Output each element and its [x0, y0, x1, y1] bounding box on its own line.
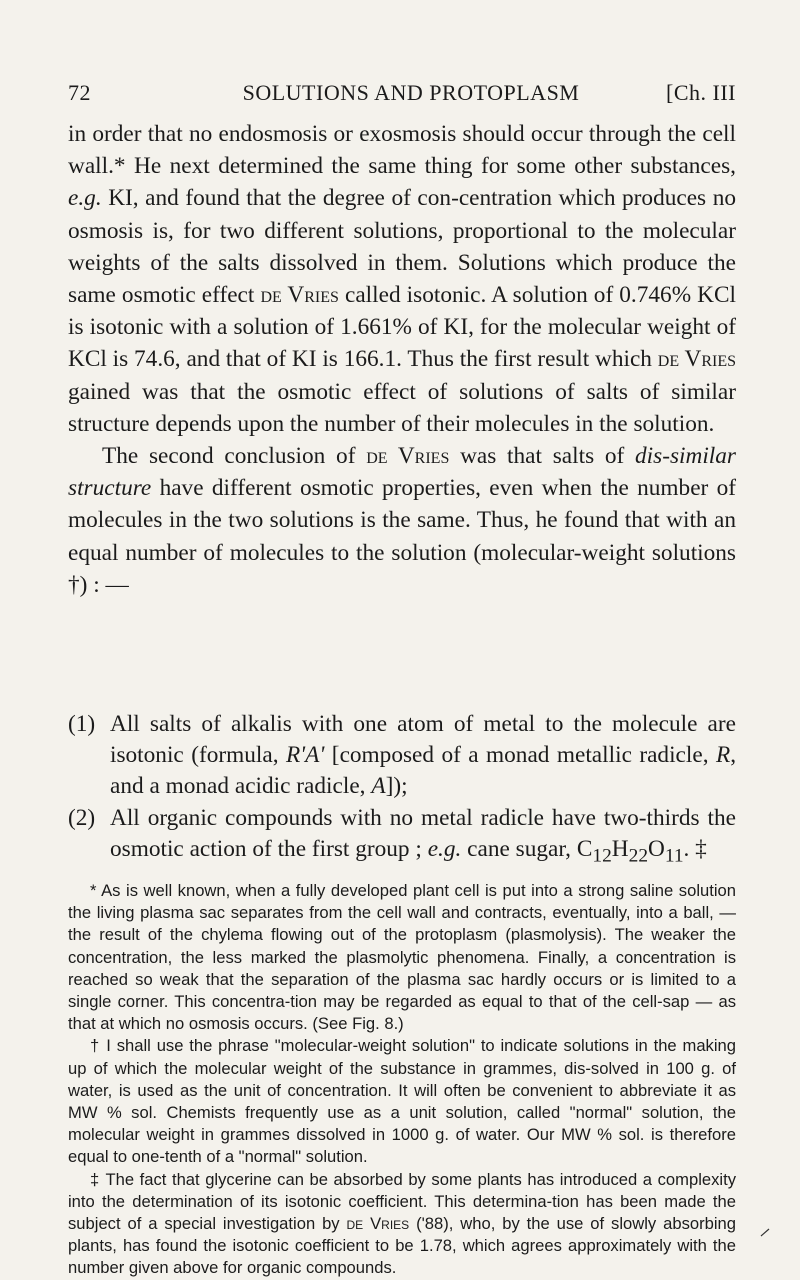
footnote-1: * As is well known, when a fully developed plant cell is put into a strong saline solution the living plasma sac separates from the cell wall and contracts, eventually, into a ball, — the result of the chylema flowing out of the protoplasm (plasmolysis). The weaker the concentration, the less marked the plasmolytic phenomena. Finally, a concentration is reached so weak that the separation of the plasma sac hardly occurs or is limited to a single corner. This concentra-tion may be regarded as equal to that of the cell-sap — as that at which no osmosis occurs. (See Fig. 8.) — [68, 881, 736, 1034]
text-run: [composed of a monad metallic radicle, — [324, 742, 716, 768]
text-run: . ‡ — [683, 836, 707, 862]
text-run: All salts of alkalis with one atom of metal to the molecule are isotonic (formula, — [110, 711, 736, 768]
list-item — [68, 803, 736, 872]
text-run: , and a monad acidic radicle, — [110, 742, 737, 799]
text-run: ‡ The fact that glycerine can be absorbed by some plants has introduced a complexity into the determination of its isotonic coefficient. This determina-tion has been made the subject of a special investigation by — [68, 1169, 736, 1234]
symbol: R — [715, 742, 731, 768]
text-run: ('88), who, by the use of slowly absorbing plants, has found the isotonic coefficient to be 1.78, which agrees approximately with the number given above for organic compounds. — [68, 1214, 737, 1278]
text-run: O — [648, 836, 665, 862]
page-mark-icon — [760, 1228, 770, 1238]
subscript: 11 — [664, 845, 684, 867]
paragraph-1 — [68, 118, 736, 440]
symbol: A — [371, 773, 386, 799]
running-title: SOLUTIONS AND PROTOPLASM — [242, 80, 580, 105]
subscript: 12 — [592, 845, 612, 867]
text-run: The second conclusion of — [102, 443, 367, 470]
list-label: (2) — [68, 805, 96, 831]
paragraph-2 — [68, 440, 736, 601]
formula: R'A' — [285, 742, 325, 768]
author-name: de Vries — [657, 346, 736, 373]
text-run: gained was that the osmotic effect of solutions of salts of similar structure depends upon the number of their molecules in the solution. — [68, 378, 736, 437]
page-number: 72 — [68, 80, 91, 105]
footnote-3 — [68, 1169, 736, 1280]
list-item — [68, 709, 736, 802]
text-run: H — [611, 836, 629, 862]
text-run-italic: dis-similar structure — [68, 443, 736, 502]
text-run: KI, and found that the degree of con-centration which produces no osmosis is, for two different solutions, proportional to the molecular weights of the salts dissolved in them. Solutions which produce the same osmotic effect — [68, 185, 736, 309]
author-name: de Vries — [366, 443, 450, 470]
text-run: All organic compounds with no metal radicle have two-thirds the osmotic action of the first group ; — [110, 805, 736, 862]
numbered-list — [68, 709, 736, 873]
list-label: (1) — [68, 711, 96, 737]
text-run-italic: e.g. — [427, 836, 462, 862]
chapter-marker: [Ch. III — [666, 80, 736, 105]
text-run: in order that no endosmosis or exosmosis should occur through the cell wall.* He next determined the same thing for some other substances, — [68, 121, 736, 180]
running-header — [68, 80, 736, 112]
footnotes — [68, 880, 736, 1280]
main-text — [68, 118, 736, 601]
text-run: cane sugar, C — [461, 836, 593, 862]
footnote-2: † I shall use the phrase "molecular-weight solution" to indicate solutions in the making up of which the molecular weight of the substance in grammes, dis-solved in 100 g. of water, is used as the unit of concentration. It will often be convenient to abbreviate it as MW % sol. Chemists frequently use as a unit solution, called "normal" solution, the molecular weight in grammes dissolved in 1000 g. of water. Our MW % sol. is therefore equal to one-tenth of a "normal" solution. — [68, 1036, 736, 1167]
subscript: 22 — [628, 845, 649, 867]
author-name: de Vries — [346, 1214, 410, 1234]
text-run: was that salts of — [449, 443, 636, 470]
text-run: ]); — [385, 773, 408, 799]
text-run: called isotonic. A solution of 0.746% KCl is isotonic with a solution of 1.661% of KI, for the molecular weight of KCl is 74.6, and that of KI is 166.1. Thus the first result which — [68, 282, 736, 373]
text-run-italic: e.g. — [68, 185, 102, 212]
text-run: have different osmotic properties, even when the number of molecules in the two solutions is the same. Thus, he found that with an equal number of molecules to the solution (molecular-weight solutions †) : — — [68, 475, 736, 598]
author-name: de Vries — [260, 282, 339, 309]
